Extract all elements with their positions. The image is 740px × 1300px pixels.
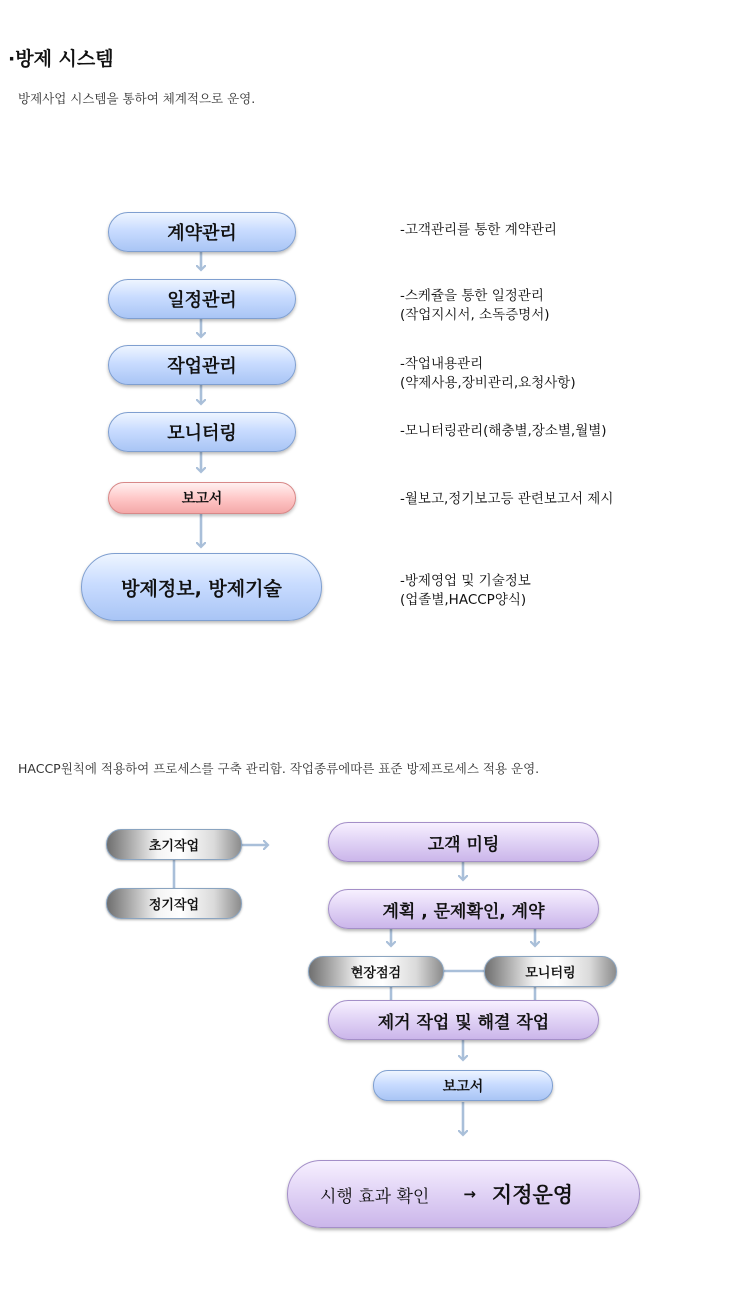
final-result-step[interactable] (287, 1160, 640, 1228)
step-schedule-management[interactable] (108, 279, 296, 319)
customer-meeting-step[interactable] (328, 822, 599, 862)
desc-line: -고객관리를 통한 계약관리 (400, 222, 557, 238)
regular-work-button[interactable] (106, 888, 242, 919)
step-label: 보고서 (181, 491, 223, 507)
pill-label: 현장점검 (350, 966, 402, 981)
pill-label: 계획 , 문제확인, 계약 (382, 901, 545, 922)
desc-report (400, 490, 613, 509)
pill-label: 보고서 (442, 1078, 484, 1095)
step-pest-info-tech[interactable] (81, 553, 322, 621)
desc-line-sub: (업졸별,HACCP양식) (400, 592, 527, 608)
initial-work-button[interactable] (106, 829, 242, 860)
report-step[interactable] (373, 1070, 553, 1101)
right-arrow-icon: → (463, 1185, 476, 1203)
desc-line: -방제영업 및 기술정보 (400, 573, 531, 589)
step-label: 일정관리 (167, 290, 237, 311)
effect-check-label: 시행 효과 확인 (320, 1186, 430, 1207)
desc-line-sub: (작업지시서, 소독증명서) (400, 307, 550, 323)
step-contract-management[interactable] (108, 212, 296, 252)
site-inspection-button[interactable] (308, 956, 444, 987)
pill-label: 고객 미팅 (427, 834, 500, 855)
removal-work-step[interactable] (328, 1000, 599, 1040)
pill-label: 제거 작업 및 해결 작업 (377, 1012, 550, 1033)
pill-label: 초기작업 (148, 839, 200, 854)
pill-label: 모니터링 (525, 966, 576, 981)
monitoring-button[interactable] (484, 956, 617, 987)
section-subtitle: 방제사업 시스템을 통하여 체계적으로 운영. (18, 91, 256, 106)
plan-contract-step[interactable] (328, 889, 599, 929)
step-monitoring[interactable] (108, 412, 296, 452)
section-title: ·방제 시스템 (8, 48, 114, 70)
desc-line: -월보고,정기보고등 관련보고서 제시 (400, 491, 614, 507)
haccp-intro: HACCP원칙에 적용하여 프로세스를 구축 관리함. 작업종류에따른 표준 방제프로세스 적용 운영. (18, 761, 540, 776)
desc-monitoring (400, 422, 607, 441)
desc-line: -모니터링관리(해충별,장소별,월별) (400, 423, 607, 439)
pill-label: 정기작업 (148, 898, 200, 913)
step-work-management[interactable] (108, 345, 296, 385)
step-label: 계약관리 (167, 223, 237, 244)
desc-line: -스케쥴을 통한 일정관리 (400, 288, 544, 304)
desc-line-sub: (약제사용,장비관리,요청사항) (400, 375, 576, 391)
step-label: 방제정보, 방제기술 (121, 577, 282, 600)
desc-schedule (400, 287, 550, 325)
step-report[interactable] (108, 482, 296, 514)
desc-contract (400, 221, 557, 240)
step-label: 모니터링 (167, 423, 237, 444)
desc-pest-info (400, 572, 531, 610)
desc-line: -작업내용관리 (400, 356, 484, 372)
step-label: 작업관리 (167, 356, 237, 377)
desc-work (400, 355, 576, 393)
designated-operation-label: 지정운영 (491, 1183, 574, 1207)
